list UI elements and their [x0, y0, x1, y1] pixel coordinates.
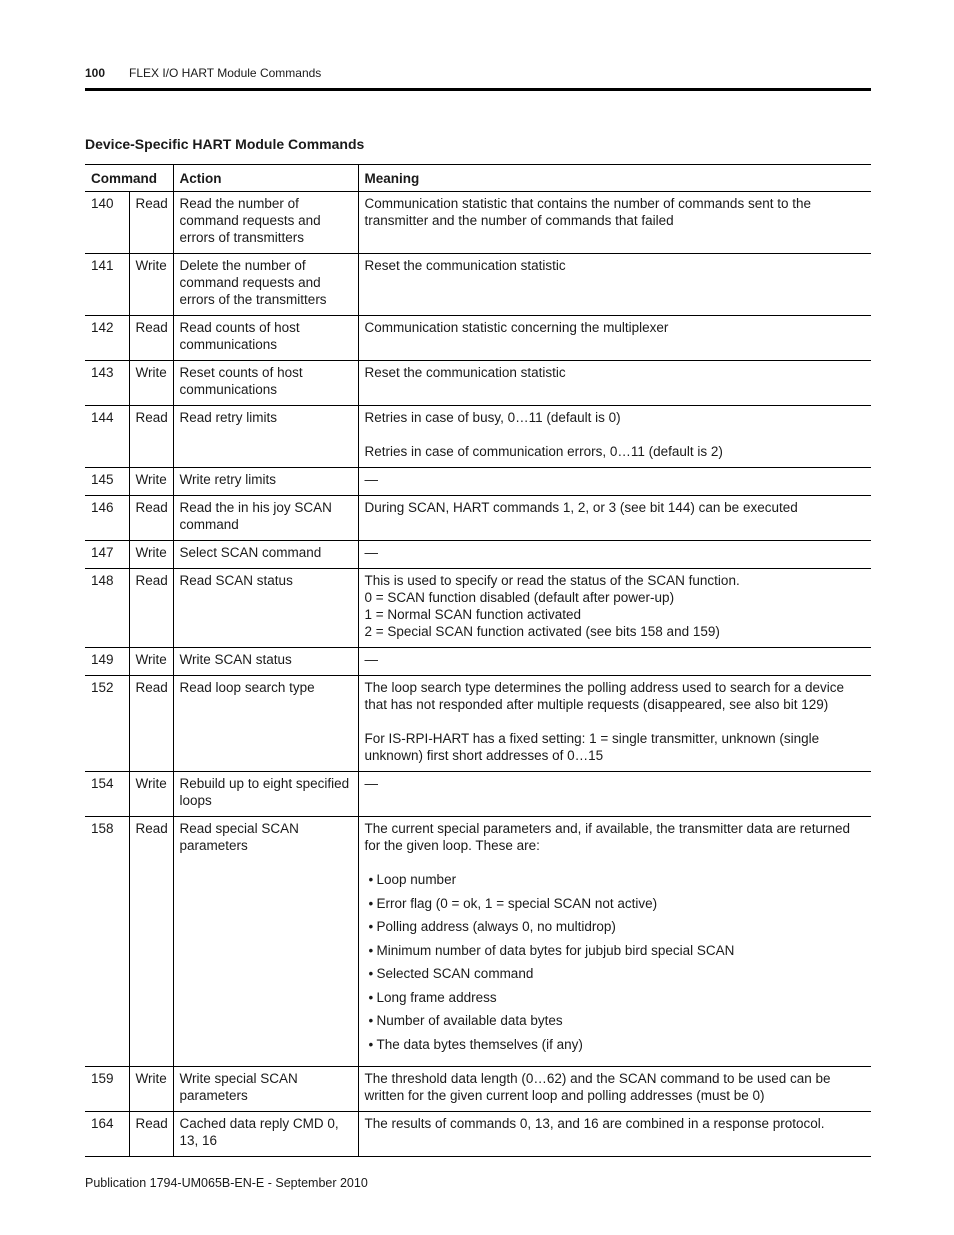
meaning-line: 2 = Special SCAN function activated (see bits 158 and 159) — [364, 624, 720, 639]
command-type: Read — [129, 569, 173, 648]
meaning-paragraph: — — [364, 472, 379, 487]
table-row — [85, 468, 871, 496]
bullet-item — [365, 965, 865, 982]
header-title: FLEX I/O HART Module Commands — [129, 66, 322, 80]
meaning-paragraph: The loop search type determines the polling address used to search for a device that has not responded after multiple requests (disappeared, see also bit 129) — [364, 680, 845, 712]
table-row — [85, 1067, 871, 1112]
command-number: 147 — [85, 541, 129, 569]
command-meaning — [358, 468, 871, 496]
page-number: 100 — [85, 66, 106, 80]
command-action: Read retry limits — [173, 406, 358, 468]
command-number: 143 — [85, 361, 129, 406]
table-title: Device-Specific HART Module Commands — [85, 136, 365, 152]
bullet-icon: • — [368, 895, 374, 911]
command-action: Read counts of host communications — [173, 316, 358, 361]
command-number: 152 — [85, 676, 129, 772]
command-action: Read the number of command requests and errors of transmitters — [173, 192, 358, 254]
command-meaning — [358, 361, 871, 406]
header-rule — [85, 88, 871, 91]
table-row — [85, 817, 871, 1067]
bullet-item — [365, 942, 865, 959]
command-number: 158 — [85, 817, 129, 1067]
command-type: Read — [129, 817, 173, 1067]
command-meaning — [358, 1067, 871, 1112]
command-meaning — [358, 254, 871, 316]
table-row — [85, 192, 871, 254]
column-header-meaning: Meaning — [358, 165, 871, 192]
bullet-icon: • — [368, 1013, 374, 1028]
meaning-paragraph: During SCAN, HART commands 1, 2, or 3 (see bit 144) can be executed — [364, 500, 798, 515]
command-meaning — [358, 316, 871, 361]
command-type: Write — [129, 361, 173, 406]
meaning-line: 0 = SCAN function disabled (default after power-up) — [364, 590, 675, 605]
bullet-icon: • — [368, 919, 374, 934]
command-meaning — [358, 406, 871, 468]
command-action: Read loop search type — [173, 676, 358, 772]
bullet-text: Number of available data bytes — [376, 1013, 563, 1028]
meaning-paragraph: Reset the communication statistic — [364, 365, 566, 380]
meaning-paragraph: — — [364, 776, 379, 791]
command-number: 144 — [85, 406, 129, 468]
command-number: 148 — [85, 569, 129, 648]
commands-table — [85, 164, 871, 1157]
command-meaning — [358, 569, 871, 648]
bullet-text: Error flag (0 = ok, 1 = special SCAN not active) — [376, 895, 658, 911]
command-action: Write special SCAN parameters — [173, 1067, 358, 1112]
meaning-line: 1 = Normal SCAN function activated — [364, 607, 581, 622]
table-row — [85, 569, 871, 648]
command-action: Write retry limits — [173, 468, 358, 496]
command-action: Rebuild up to eight specified loops — [173, 772, 358, 817]
command-action: Read SCAN status — [173, 569, 358, 648]
command-meaning — [358, 676, 871, 772]
table-row — [85, 541, 871, 569]
command-number: 149 — [85, 648, 129, 676]
command-type: Read — [129, 496, 173, 541]
bullet-icon: • — [368, 989, 374, 1005]
command-number: 146 — [85, 496, 129, 541]
command-action: Select SCAN command — [173, 541, 358, 569]
bullet-text: Long frame address — [376, 989, 497, 1005]
table-row — [85, 361, 871, 406]
command-type: Read — [129, 192, 173, 254]
bullet-item — [365, 989, 865, 1006]
table-row — [85, 676, 871, 772]
command-number: 145 — [85, 468, 129, 496]
table-row — [85, 496, 871, 541]
command-meaning — [358, 817, 871, 1067]
command-type: Write — [129, 468, 173, 496]
command-number: 140 — [85, 192, 129, 254]
command-action: Write SCAN status — [173, 648, 358, 676]
command-action: Read special SCAN parameters — [173, 817, 358, 1067]
bullet-icon: • — [368, 966, 374, 981]
column-header-action: Action — [173, 165, 358, 192]
command-meaning — [358, 648, 871, 676]
command-action: Delete the number of command requests and errors of the transmitters — [173, 254, 358, 316]
command-action: Cached data reply CMD 0, 13, 16 — [173, 1112, 358, 1157]
meaning-paragraph: — — [364, 652, 379, 667]
column-header-command: Command — [85, 165, 173, 192]
command-number: 141 — [85, 254, 129, 316]
table-row — [85, 254, 871, 316]
command-action: Read the in his joy SCAN command — [173, 496, 358, 541]
table-row — [85, 406, 871, 468]
table-row — [85, 316, 871, 361]
command-type: Write — [129, 254, 173, 316]
command-type: Write — [129, 1067, 173, 1112]
meaning-paragraph: Retries in case of communication errors, 0…11 (default is 2) — [364, 444, 723, 459]
bullet-text: Polling address (always 0, no multidrop) — [376, 919, 616, 934]
meaning-paragraph: Retries in case of busy, 0…11 (default is 0) — [364, 410, 621, 425]
command-type: Read — [129, 676, 173, 772]
bullet-icon: • — [368, 942, 374, 958]
table-row — [85, 772, 871, 817]
table-row — [85, 648, 871, 676]
command-number: 142 — [85, 316, 129, 361]
command-type: Read — [129, 1112, 173, 1157]
meaning-paragraph: For IS-RPI-HART has a fixed setting: 1 = single transmitter, unknown (single unknown) first short addresses of 0…15 — [364, 731, 820, 763]
meaning-paragraph: Communication statistic concerning the multiplexer — [364, 320, 669, 335]
meaning-paragraph: Communication statistic that contains the number of commands sent to the transmitter and the number of commands that failed — [364, 196, 811, 228]
meaning-paragraph: The threshold data length (0…62) and the SCAN command to be used can be written for the given current loop and polling addresses (must be 0) — [364, 1071, 831, 1103]
page-header — [85, 66, 871, 86]
bullet-icon: • — [368, 1036, 374, 1052]
command-meaning — [358, 772, 871, 817]
command-number: 159 — [85, 1067, 129, 1112]
meaning-paragraph: Reset the communication statistic — [364, 258, 566, 273]
bullet-text: Minimum number of data bytes for jubjub bird special SCAN — [376, 942, 735, 958]
bullet-item — [365, 1012, 865, 1029]
table-body — [85, 192, 871, 1157]
command-action: Reset counts of host communications — [173, 361, 358, 406]
command-number: 164 — [85, 1112, 129, 1157]
meaning-line: This is used to specify or read the status of the SCAN function. — [364, 573, 740, 588]
command-type: Write — [129, 772, 173, 817]
command-type: Write — [129, 541, 173, 569]
bullet-item — [365, 871, 865, 888]
bullet-text: Selected SCAN command — [376, 966, 534, 981]
bullet-item — [365, 895, 865, 912]
bullet-item — [365, 918, 865, 935]
command-type: Write — [129, 648, 173, 676]
command-type: Read — [129, 406, 173, 468]
meaning-bullet-list — [365, 871, 865, 1053]
table-row — [85, 1112, 871, 1157]
bullet-text: Loop number — [376, 872, 457, 887]
meaning-paragraph: The current special parameters and, if available, the transmitter data are returned for the given loop. These are: — [364, 821, 851, 853]
command-number: 154 — [85, 772, 129, 817]
meaning-paragraph: — — [364, 545, 379, 560]
meaning-paragraph: The results of commands 0, 13, and 16 are combined in a response protocol. — [364, 1116, 825, 1131]
command-type: Read — [129, 316, 173, 361]
bullet-item — [365, 1036, 865, 1053]
command-meaning — [358, 192, 871, 254]
command-meaning — [358, 496, 871, 541]
table-header-row — [85, 165, 871, 192]
bullet-text: The data bytes themselves (if any) — [376, 1036, 583, 1052]
command-meaning — [358, 541, 871, 569]
bullet-icon: • — [368, 872, 374, 887]
command-meaning — [358, 1112, 871, 1157]
page-footer: Publication 1794-UM065B-EN-E - September 2010 — [85, 1176, 368, 1190]
